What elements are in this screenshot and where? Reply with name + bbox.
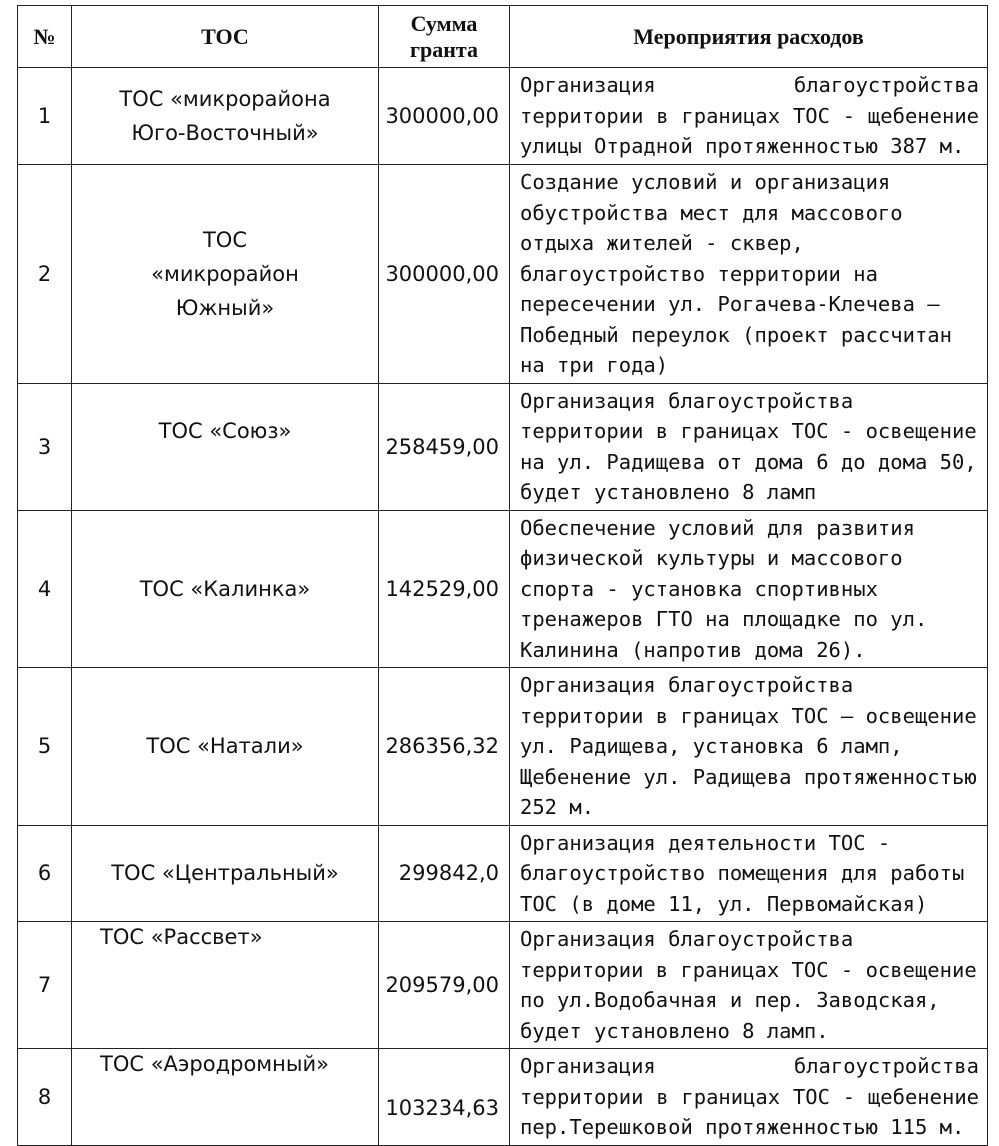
table-row (18, 510, 988, 668)
grant-sum: 300000,00 (379, 68, 510, 165)
activity-description: Организация благоустройства территории в границах ТОС - щебенение улицы Отрадной протяженностью 387 м. (510, 68, 988, 165)
table-row (18, 68, 988, 165)
row-number: 8 (18, 1049, 72, 1146)
activity-description: Организация благоустройства территории в границах ТОС – освещение ул. Радищева, установка 6 ламп, Щебенение ул. Радищева протяженностью 252 м. (510, 668, 988, 826)
tos-name: ТОС «Натали» (72, 668, 379, 826)
header-tos: ТОС (72, 6, 379, 68)
row-number: 3 (18, 383, 72, 510)
tos-name: ТОС «микрорайона Юго-Восточный» (72, 68, 379, 165)
tos-name: ТОС «микрорайон Южный» (72, 165, 379, 384)
grant-sum: 286356,32 (379, 668, 510, 826)
table-row (18, 1049, 988, 1146)
row-number: 7 (18, 922, 72, 1049)
row-number: 4 (18, 510, 72, 668)
activity-description: Организация благоустройства территории в границах ТОС - освещение по ул.Водобачная и пер. Заводская, будет установлено 8 ламп. (510, 922, 988, 1049)
row-number: 1 (18, 68, 72, 165)
header-number: № (18, 6, 72, 68)
activity-description: Создание условий и организация обустройства мест для массового отдыха жителей - сквер, благоустройство территории на пересечении ул. Рогачева-Клечева – Победный переулок (проект рассчитан на три года) (510, 165, 988, 384)
grant-sum: 142529,00 (379, 510, 510, 668)
table-row (18, 668, 988, 826)
activity-description: Организация благоустройства территории в границах ТОС - щебенение пер.Терешковой протяженностью 115 м. (510, 1049, 988, 1146)
grant-table (17, 5, 988, 1146)
tos-name: ТОС «Центральный» (72, 825, 379, 922)
table-row (18, 825, 988, 922)
table-row (18, 383, 988, 510)
row-number: 5 (18, 668, 72, 826)
activity-description: Обеспечение условий для развития физической культуры и массового спорта - установка спортивных тренажеров ГТО на площадке по ул. Калинина (напротив дома 26). (510, 510, 988, 668)
header-activities: Мероприятия расходов (510, 6, 988, 68)
activity-description: Организация деятельности ТОС - благоустройство помещения для работы ТОС (в доме 11, ул. Первомайская) (510, 825, 988, 922)
row-number: 6 (18, 825, 72, 922)
tos-name: ТОС «Рассвет» (72, 922, 379, 1049)
header-grant-sum: Сумма гранта (379, 6, 510, 68)
tos-name: ТОС «Аэродромный» (72, 1049, 379, 1146)
grant-sum: 103234,63 (379, 1049, 510, 1146)
table-row (18, 165, 988, 384)
grant-sum: 300000,00 (379, 165, 510, 384)
tos-name: ТОС «Союз» (72, 383, 379, 510)
table-row (18, 922, 988, 1049)
activity-description: Организация благоустройства территории в границах ТОС - освещение на ул. Радищева от дома 6 до дома 50, будет установлено 8 ламп (510, 383, 988, 510)
grant-sum: 209579,00 (379, 922, 510, 1049)
table-header-row (18, 6, 988, 68)
row-number: 2 (18, 165, 72, 384)
tos-name: ТОС «Калинка» (72, 510, 379, 668)
grant-sum: 299842,0 (379, 825, 510, 922)
grant-sum: 258459,00 (379, 383, 510, 510)
